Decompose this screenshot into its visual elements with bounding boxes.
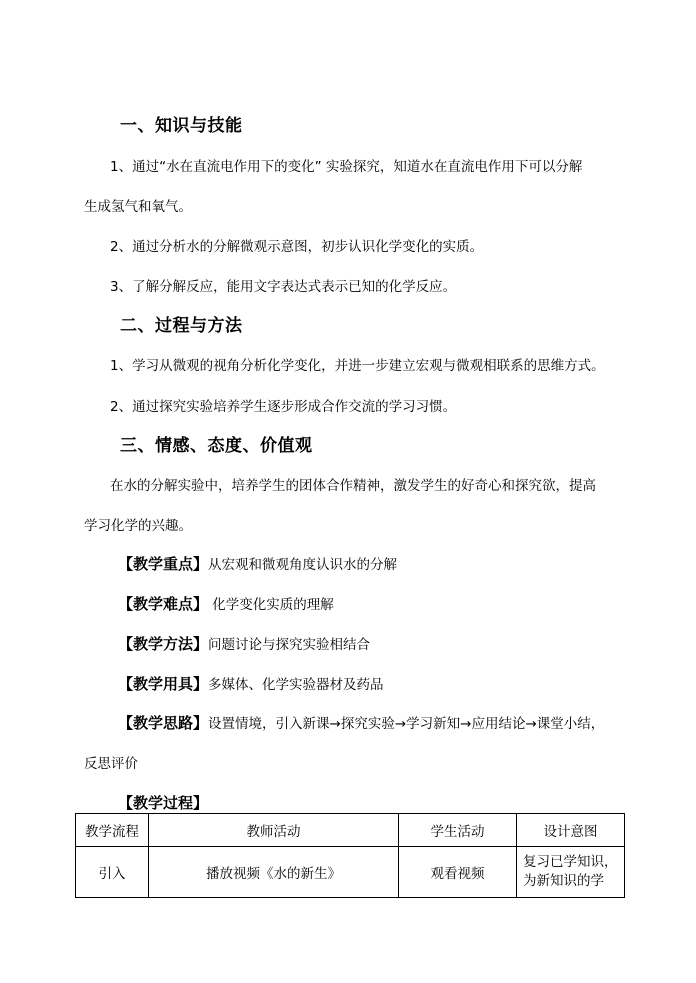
teaching-tools-tag: 【教学用具】 (118, 675, 209, 693)
teaching-process-table (75, 813, 625, 898)
teaching-tools-text: 多媒体、化学实验器材及药品 (208, 677, 384, 693)
knowledge-item-2: 2、通过分析水的分解微观示意图，初步认识化学变化的实质。 (110, 239, 484, 255)
teaching-focus-text: 从宏观和微观角度认识水的分解 (208, 557, 398, 573)
header-student-activity: 学生活动 (399, 814, 517, 847)
teaching-difficulty-tag: 【教学难点】 (118, 595, 209, 613)
heading-knowledge-skills: 一、知识与技能 (120, 116, 243, 136)
process-item-2: 2、通过探究实验培养学生逐步形成合作交流的学习习惯。 (110, 399, 457, 415)
cell-teacher-activity: 播放视频《水的新生》 (149, 847, 399, 898)
teaching-idea-tag: 【教学思路】 (118, 714, 209, 732)
table-header-row (76, 814, 625, 847)
process-item-1: 1、学习从微观的视角分析化学变化，并进一步建立宏观与微观相联系的思维方式。 (110, 358, 605, 374)
teaching-tools (118, 673, 384, 694)
teaching-focus-tag: 【教学重点】 (118, 555, 209, 573)
knowledge-item-1-line1: 1、通过“水在直流电作用下的变化” 实验探究，知道水在直流电作用下可以分解 (110, 159, 583, 175)
teaching-difficulty-text: 化学变化实质的理解 (208, 597, 334, 613)
table-row (76, 847, 625, 898)
teaching-process (118, 792, 208, 813)
cell-design-intent-line1: 复习已学知识， (523, 854, 618, 870)
teaching-focus (118, 553, 397, 574)
cell-flow: 引入 (76, 847, 149, 898)
teaching-idea-text: 设置情境，引入新课→探究实验→学习新知→应用结论→课堂小结， (208, 716, 605, 732)
header-flow: 教学流程 (76, 814, 149, 847)
teaching-idea (118, 712, 604, 733)
heading-emotion-values: 三、情感、态度、价值观 (120, 436, 313, 456)
emotion-line2: 学习化学的兴趣。 (84, 518, 192, 534)
cell-design-intent (517, 847, 625, 898)
header-teacher-activity: 教师活动 (149, 814, 399, 847)
teaching-method-tag: 【教学方法】 (118, 635, 209, 653)
teaching-method-text: 问题讨论与探究实验相结合 (208, 637, 371, 653)
knowledge-item-1-line2: 生成氢气和氧气。 (84, 199, 192, 215)
teaching-idea-line2: 反思评价 (84, 756, 138, 772)
emotion-line1: 在水的分解实验中，培养学生的团体合作精神，激发学生的好奇心和探究欲，提高 (110, 478, 596, 494)
heading-process-methods: 二、过程与方法 (120, 316, 243, 336)
knowledge-item-3: 3、了解分解反应，能用文字表达式表示已知的化学反应。 (110, 279, 457, 295)
cell-design-intent-line2: 为新知识的学 (523, 873, 604, 889)
teaching-process-tag: 【教学过程】 (118, 794, 209, 812)
teaching-difficulty (118, 593, 334, 614)
header-design-intent: 设计意图 (517, 814, 625, 847)
teaching-method (118, 633, 370, 654)
cell-student-activity: 观看视频 (399, 847, 517, 898)
